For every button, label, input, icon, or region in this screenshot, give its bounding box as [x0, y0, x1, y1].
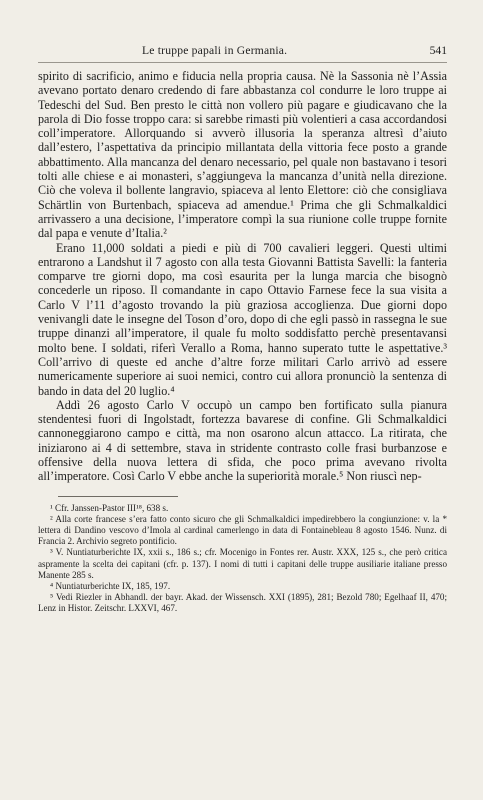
footnote: ¹ Cfr. Janssen-Pastor III¹⁸, 638 s.: [50, 502, 169, 513]
paragraph: spirito di sacrificio, animo e fiducia nella propria causa. Nè la Sassonia nè l’Assia avevano portato denaro credendo di fare abbastanza col condurre le loro truppe ai Tedeschi del Sud. Ben presto le città non vollero più pagare e giudicavano che la parola di Dio fosse troppo cara: si sarebbe rimasti più volentieri a casa accordandosi coll’imperatore. Allorquando si avverò illusoria la speranza altresì d’aiuto dall’estero, l’aspettativa da principio millantata della vittoria fece posto a grande abbattimento. Alla mancanza del denaro necessario, pel quale non bastavano i tesori tolti alle chiese e ai monasteri, s’aggiungeva la mancanza d’unità nella direzione. Ciò che voleva il bollente langravio, spiaceva al lento Elettore: ciò che consigliava Schärtlin von Burtenbach, spiaceva ad amendue.¹ Prima che gli Schmalkaldici arrivassero a una decisione, l’imperatore compì la sua riunione colle truppe fornite dal papa e venute d’Italia.²: [38, 69, 447, 241]
page-number: 541: [429, 44, 447, 57]
footnotes: [38, 503, 447, 615]
paragraph: Erano 11,000 soldati a piedi e più di 700 cavalieri leggeri. Questi ultimi entrarono a Landshut il 7 agosto con alla testa Giovanni Battista Savelli: la fanteria comparve tre giorni dopo, ma così esaurita per la lunga marcia che bisognò concederle un riposo. Il comandante in capo Ottavio Farnese fece la sua visita a Carlo V l’11 d’agosto trovando la più graziosa accoglienza. Due giorni dopo venivangli date le insegne del Toson d’oro, dopo di che egli passò in rassegna le sue truppe dinanzi all’imperatore, il quale fu molto soddisfatto perchè presentavansi molto bene. I soldati, riferì Verallo a Roma, hanno superato tutte le aspettative.³ Coll’arrivo di queste ed anche d’altre forze militari Carlo arrivò ad essere numericamente superiore ai suoi nemici, contro cui allora pronunciò la sentenza di bando in data del 20 luglio.⁴: [38, 240, 447, 398]
footnote: ⁴ Nuntiaturberichte IX, 185, 197.: [50, 581, 171, 592]
footnote: ² Alla corte francese s’era fatto conto sicuro che gli Schmalkaldici impedirebbero la congiunzione: v. la * lettera di Dandino vescovo d’Imola al cardinal camerlengo in data di Fontainebleau 8 agosto 1546. Nunz. di Francia 2. Archivio segreto pontificio.: [38, 513, 447, 547]
body-text: [38, 69, 447, 484]
footnote: ³ V. Nuntiaturberichte IX, xxii s., 186 s.; cfr. Mocenigo in Fontes rer. Austr. XXX, 125 s., che però critica aspramente la scelta dei capitani (cfr. p. 137). I nomi di tutti i capitani delle truppe ausiliarie italiane presso Manente 285 s.: [38, 547, 447, 580]
paragraph: Addì 26 agosto Carlo V occupò un campo ben fortificato sulla pianura stendentesi fuori di Ingolstadt, fortezza bavarese di confine. Gli Schmalkaldici cannoneggiarono campo e città, ma non osarono alcun attacco. La ritirata, che iniziarono ai 4 di settembre, stava in stridente contrasto colle frasi burbanzose e offensive della nuova lettera di sfida, che poco prima avevano rivolta all’imperatore. Così Carlo V ebbe anche la superiorità morale.⁵ Non riuscì nep-: [38, 397, 447, 484]
footnote: ⁵ Vedi Riezler in Abhandl. der bayr. Akad. der Wissensch. XXI (1895), 281; Bezold 780; Egelhaaf II, 470; Lenz in Histor. Zeitschr. LXXVI, 467.: [38, 592, 447, 614]
page-header: [38, 44, 447, 63]
footnote-separator: [58, 496, 178, 497]
running-title: Le truppe papali in Germania.: [142, 44, 288, 57]
